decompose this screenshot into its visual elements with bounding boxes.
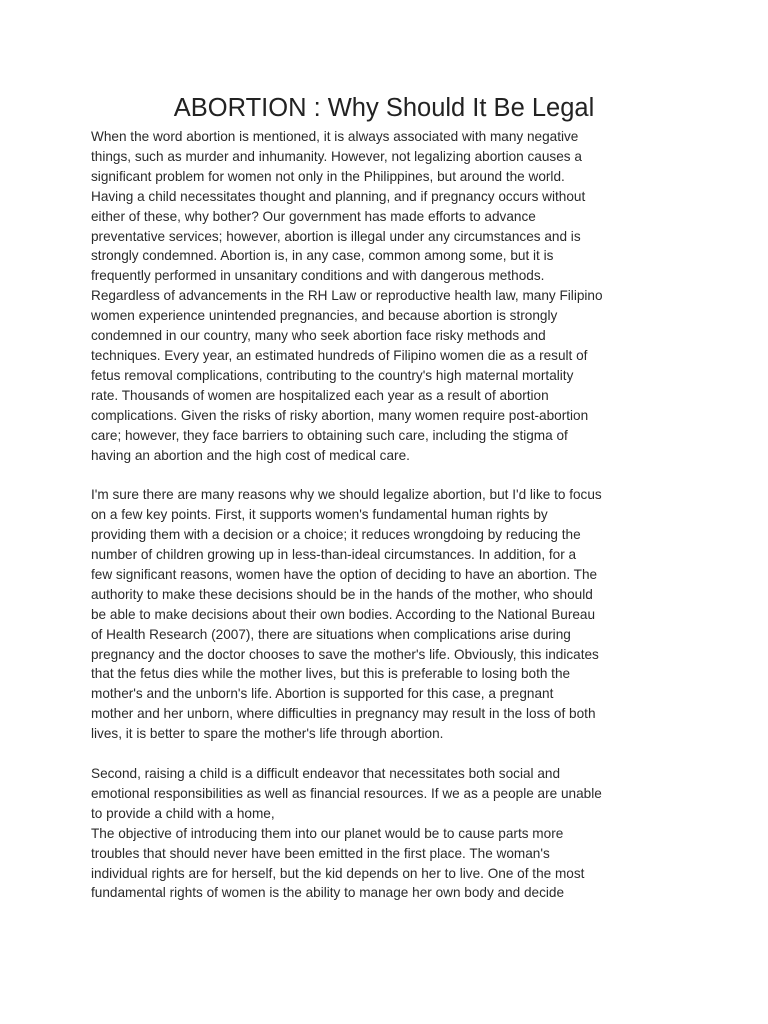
text-line: things, such as murder and inhumanity. However, not legalizing abortion causes a [91, 148, 582, 164]
text-line: individual rights are for herself, but the kid depends on her to live. One of the most [91, 865, 585, 881]
text-line: care; however, they face barriers to obtaining such care, including the stigma of [91, 427, 568, 443]
text-line: pregnancy and the doctor chooses to save the mother's life. Obviously, this indicates [91, 646, 599, 662]
document-title: ABORTION : Why Should It Be Legal [173, 94, 595, 122]
text-line: to provide a child with a home, [91, 805, 275, 821]
text-line: rate. Thousands of women are hospitalized each year as a result of abortion [91, 387, 549, 403]
text-line: complications. Given the risks of risky abortion, many women require post-abortion [91, 407, 589, 423]
text-line: fetus removal complications, contributing to the country's high maternal mortality [91, 367, 574, 383]
text-line: be able to make decisions about their own bodies. According to the National Bureau [91, 606, 596, 622]
text-line: that the fetus dies while the mother lives, but this is preferable to losing both the [91, 666, 571, 682]
text-line: on a few key points. First, it supports women's fundamental human rights by [91, 507, 548, 523]
document-body [91, 127, 687, 903]
text-line: frequently performed in unsanitary conditions and with dangerous methods. [91, 268, 545, 284]
paragraph-gap [91, 744, 687, 764]
text-line: techniques. Every year, an estimated hundreds of Filipino women die as a result of [91, 347, 588, 363]
text-line: number of children growing up in less-than-ideal circumstances. In addition, for a [91, 547, 577, 563]
paragraph-2 [91, 485, 687, 744]
text-line: I'm sure there are many reasons why we should legalize abortion, but I'd like to focus [91, 487, 602, 503]
text-line: preventative services; however, abortion is illegal under any circumstances and is [91, 228, 581, 244]
text-line: of Health Research (2007), there are situations when complications arise during [91, 626, 571, 642]
text-line: Second, raising a child is a difficult endeavor that necessitates both social and [91, 765, 561, 781]
text-line: significant problem for women not only in the Philippines, but around the world. [91, 168, 565, 184]
paragraph-3 [91, 764, 687, 903]
text-line: troubles that should never have been emitted in the first place. The woman's [91, 845, 550, 861]
text-line: mother and her unborn, where difficulties in pregnancy may result in the loss of both [91, 706, 596, 722]
text-line: The objective of introducing them into our planet would be to cause parts more [91, 825, 564, 841]
text-line: lives, it is better to spare the mother's life through abortion. [91, 726, 444, 742]
paragraph-gap [91, 465, 687, 485]
text-line: fundamental rights of women is the ability to manage her own body and decide [91, 885, 565, 901]
text-line: emotional responsibilities as well as financial resources. If we as a people are unable [91, 785, 602, 801]
text-line: providing them with a decision or a choice; it reduces wrongdoing by reducing the [91, 527, 581, 543]
text-line: strongly condemned. Abortion is, in any case, common among some, but it is [91, 248, 554, 264]
text-line: authority to make these decisions should be in the hands of the mother, who should [91, 586, 593, 602]
text-line: either of these, why bother? Our government has made efforts to advance [91, 208, 536, 224]
paragraph-1 [91, 127, 687, 465]
text-line: Regardless of advancements in the RH Law or reproductive health law, many Filipino [91, 288, 603, 304]
text-line: women experience unintended pregnancies, and because abortion is strongly [91, 308, 558, 324]
text-line: few significant reasons, women have the option of deciding to have an abortion. The [91, 566, 598, 582]
text-line: condemned in our country, many who seek abortion face risky methods and [91, 328, 546, 344]
text-line: having an abortion and the high cost of medical care. [91, 447, 410, 463]
text-line: When the word abortion is mentioned, it is always associated with many negative [91, 129, 579, 144]
text-line: Having a child necessitates thought and planning, and if pregnancy occurs without [91, 188, 586, 204]
text-line: mother's and the unborn's life. Abortion is supported for this case, a pregnant [91, 686, 554, 702]
